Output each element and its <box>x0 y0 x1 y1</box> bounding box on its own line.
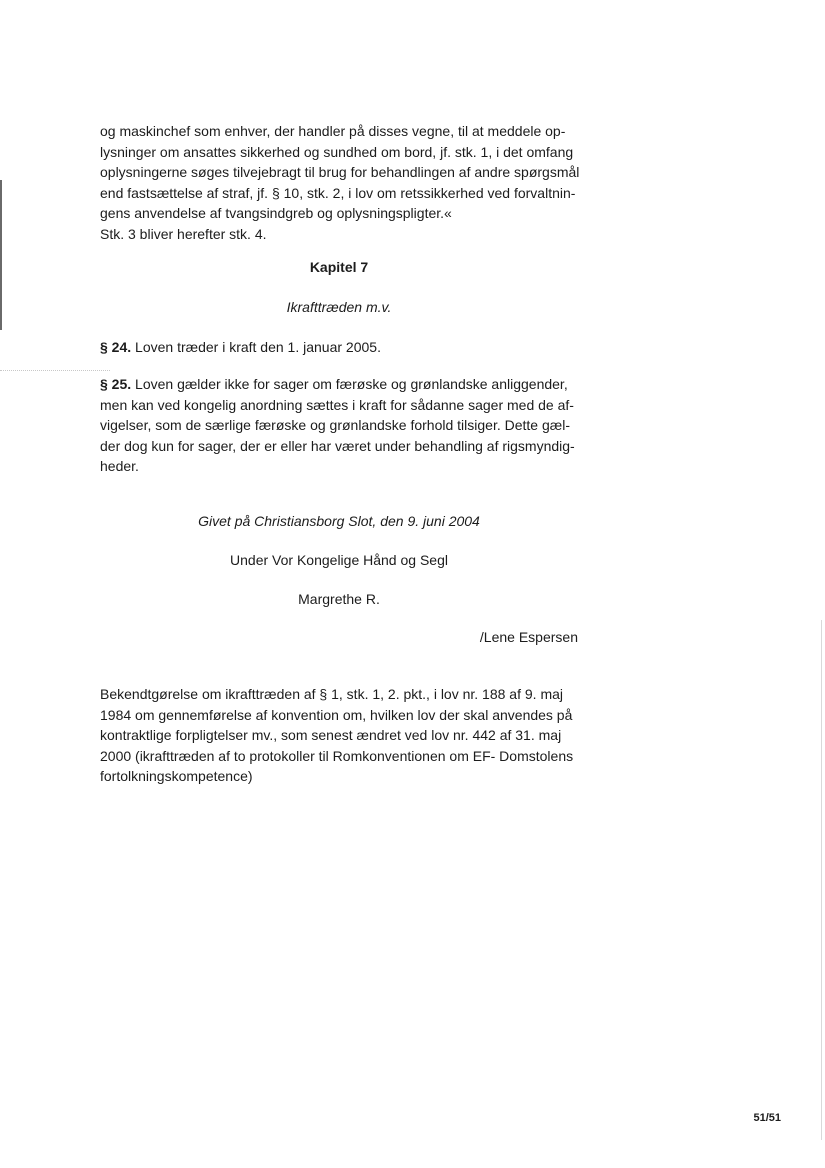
text-line: oplysningerne søges tilvejebragt til brug for behandlingen af andre spørgsmål <box>100 164 580 180</box>
text-line: lysninger om ansattes sikkerhed og sundhed om bord, jf. stk. 1, i det omfang <box>100 143 574 160</box>
text-line: fortolkningskompetence) <box>100 768 253 784</box>
text-line: 2000 (ikrafttræden af to protokoller til Romkonventionen om EF- Domstolens <box>100 747 574 764</box>
text-line: end fastsættelse af straf, jf. § 10, stk. 2, i lov om retssikkerhed ved forvaltnin- <box>100 184 576 201</box>
section-25-first-line: Loven gælder ikke for sager om færøske og grønlandske anliggender, <box>131 376 568 392</box>
section-24-label: § 24. <box>100 339 132 355</box>
given-at: Givet på Christiansborg Slot, den 9. juni 2004 <box>198 513 480 529</box>
text-line: men kan ved kongelig anordning sættes i kraft for sådanne sager med de af- <box>100 396 574 413</box>
notice-paragraph <box>100 684 580 787</box>
section-24 <box>100 337 600 358</box>
text-line: heder. <box>100 458 139 474</box>
scan-edge-right <box>821 620 822 1140</box>
section-24-text: Loven træder i kraft den 1. januar 2005. <box>131 339 381 355</box>
scan-artifact-line <box>0 370 110 371</box>
text-line: der dog kun for sager, der er eller har været under behandling af rigsmyndig- <box>100 437 575 454</box>
section-25 <box>100 374 600 477</box>
continuation-paragraph <box>100 121 600 244</box>
monarch-signature: Margrethe R. <box>298 591 380 607</box>
chapter-title: Kapitel 7 <box>309 259 369 275</box>
text-line: Bekendtgørelse om ikrafttræden af § 1, stk. 1, 2. pkt., i lov nr. 188 af 9. maj <box>100 686 563 702</box>
text-line: vigelser, som de særlige færøske og grønlandske forhold tilsiger. Dette gæl- <box>100 417 570 433</box>
text-line: 1984 om gennemførelse af konvention om, hvilken lov der skal anvendes på <box>100 706 573 723</box>
text-line: kontraktlige forpligtelser mv., som senest ændret ved lov nr. 442 af 31. maj <box>100 727 562 743</box>
page-number: 51/51 <box>753 1112 781 1124</box>
text-line <box>100 374 600 395</box>
royal-hand-seal: Under Vor Kongelige Hånd og Segl <box>230 552 448 568</box>
stk-line: Stk. 3 bliver herefter stk. 4. <box>100 225 267 242</box>
chapter-subtitle: Ikrafttræden m.v. <box>286 299 392 315</box>
minister-signature: /Lene Espersen <box>479 629 578 645</box>
text-line: gens anvendelse af tvangsindgreb og oplysningspligter.« <box>100 205 452 221</box>
text-line: og maskinchef som enhver, der handler på disses vegne, til at meddele op- <box>100 123 566 139</box>
section-25-label: § 25. <box>100 376 132 392</box>
